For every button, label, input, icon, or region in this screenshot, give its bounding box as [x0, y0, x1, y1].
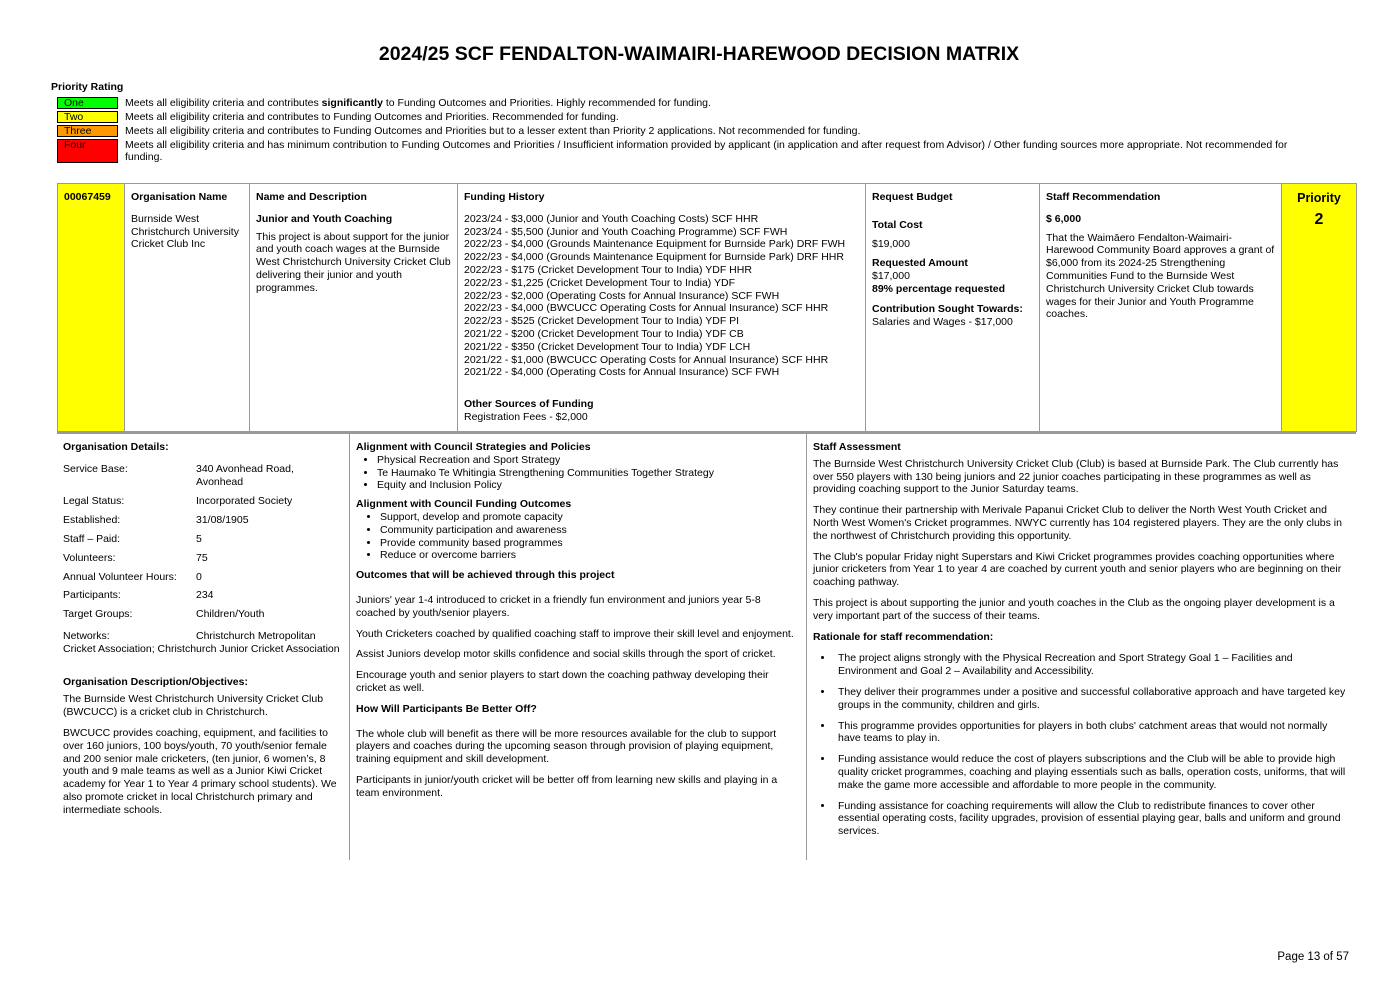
better-off-item: Participants in junior/youth cricket will be better off from learning new skills and playing in a team environment.	[356, 773, 778, 799]
volunteers-label: Volunteers:	[63, 551, 116, 564]
legend-swatch-one: One	[57, 97, 118, 109]
rationale-item: • This programme provides opportunities for players in both clubs' catchment areas that would not normally have teams to play in.	[834, 720, 1350, 746]
funding-history-item: 2021/22 - $200 (Cricket Development Tour to India) YDF CB	[464, 327, 744, 340]
outcomes-list	[356, 511, 800, 562]
assessment-paragraph: The Burnside West Christchurch University Cricket Club (Club) is based at Burnside Park. The Club currently has over 550 players with 130 being juniors and 22 junior coaches participating in these programmes as well as providing coaching support to the Junior Saturday teams.	[813, 457, 1339, 496]
funding-history-cell	[458, 184, 866, 432]
established-row	[63, 514, 343, 527]
org-description-p2: BWCUCC provides coaching, equipment, and facilities to over 160 juniors, 100 boys/youth, 70 youth/senior female and 200 senior male cricketers, (ten junior, 6 women’s, 8 youth and 9 male teams as well as a Junior Kiwi Cricket academy for Year 1 to Year 4 primary school students). We also promote cricket in local Christchurch primary and intermediate schools.	[63, 726, 337, 816]
outcomes-heading: Alignment with Council Funding Outcomes	[356, 498, 572, 511]
legend-swatch-four: Four	[57, 139, 118, 163]
staff-paid-row	[63, 533, 343, 546]
contribution-label: Contribution Sought Towards:	[872, 302, 1023, 315]
priority-label: Priority	[1297, 191, 1341, 205]
achieved-item: Encourage youth and senior players to start down the coaching pathway developing their cricket as well.	[356, 669, 769, 694]
contribution-value: Salaries and Wages - $17,000	[872, 315, 1013, 328]
strategy-item: • Te Haumako Te Whitingia Strengthening Communities Together Strategy	[377, 467, 800, 480]
alignment-column	[349, 434, 806, 860]
assessment-paragraph: This project is about supporting the junior and youth coaches in the Club as the ongoing player development is a very important part of the success of their teams.	[813, 596, 1335, 622]
total-cost-value: $19,000	[872, 237, 910, 250]
strategies-list	[356, 454, 800, 492]
networks-row	[63, 630, 343, 643]
legend-row-three	[57, 125, 1327, 137]
legal-status-value: Incorporated Society	[196, 495, 293, 508]
legend-text-three: Meets all eligibility criteria and contributes to Funding Outcomes and Priorities but to a lesser extent than Priority 2 applications. Not recommended for funding.	[125, 125, 861, 137]
rationale-item: • Funding assistance would reduce the cost of players subscriptions and the Club will be able to provide high quality cricket programmes, coaching and playing essentials such as balls, operation costs, uniforms, that will make the game more accessible and affordable to more people in the community.	[834, 753, 1350, 791]
details-section	[57, 432, 1356, 860]
requested-amount-value: $17,000	[872, 270, 910, 283]
funding-history-item: 2022/23 - $4,000 (Grounds Maintenance Equipment for Burnside Park) DRF HHR	[464, 251, 844, 264]
achieved-item: Assist Juniors develop motor skills confidence and social skills through the sport of cricket.	[356, 648, 776, 661]
established-label: Established:	[63, 514, 121, 527]
org-details-heading: Organisation Details:	[63, 441, 169, 453]
target-groups-value: Children/Youth	[196, 608, 265, 621]
volunteers-value: 75	[196, 551, 208, 564]
funding-history-item: 2021/22 - $350 (Cricket Development Tour to India) YDF LCH	[464, 340, 751, 353]
organisation-name-header: Organisation Name	[131, 191, 228, 203]
service-base-value: 340 Avonhead Road, Avonhead	[196, 462, 294, 488]
name-description-header: Name and Description	[256, 191, 367, 203]
strategy-item: • Physical Recreation and Sport Strategy	[377, 454, 800, 467]
rationale-heading: Rationale for staff recommendation:	[813, 630, 994, 643]
legend-text-one: Meets all eligibility criteria and contributes significantly to Funding Outcomes and Priorities. Highly recommended for funding.	[125, 97, 711, 109]
networks-value-rest: Cricket Association; Christchurch Junior Cricket Association	[63, 642, 340, 655]
better-off-heading: How Will Participants Be Better Off?	[356, 702, 537, 715]
target-groups-label: Target Groups:	[63, 608, 133, 621]
assessment-paragraph: They continue their partnership with Merivale Papanui Cricket Club to deliver the North West Youth Cricket and North West Women's Cricket programmes. NWYC currently has 104 registered players. They are the only clubs in the northwest of Christchurch providing this opportunity.	[813, 504, 1342, 542]
staff-recommendation-text: That the Waimāero Fendalton-Waimairi-Harewood Community Board approves a grant of $6,000 from its 2024-25 Strengthening Communities Fund to the Burnside West Christchurch University Cricket Club towards wages for their Junior and Youth Programme coaches.	[1046, 231, 1275, 321]
priority-value: 2	[1314, 211, 1324, 229]
established-value: 31/08/1905	[196, 514, 249, 527]
assessment-paragraph: The Club's popular Friday night Superstars and Kiwi Cricket programmes provides coaching opportunities where junior cricketers from Year 1 to year 4 are coached by current youth and senior players who are beginning on their coaching pathway.	[813, 550, 1342, 589]
funding-history-list	[464, 213, 859, 379]
achieved-item: Youth Cricketers coached by qualified coaching staff to improve their skill level and enjoyment.	[356, 627, 794, 640]
participants-label: Participants:	[63, 589, 121, 602]
request-budget-header: Request Budget	[872, 191, 953, 203]
legend-swatch-two: Two	[57, 111, 118, 123]
organisation-details-column	[57, 434, 349, 860]
legend-swatch-three: Three	[57, 125, 118, 137]
volunteers-row	[63, 552, 343, 565]
org-description-heading: Organisation Description/Objectives:	[63, 675, 248, 688]
staff-recommendation-header: Staff Recommendation	[1046, 191, 1161, 203]
other-sources-header: Other Sources of Funding	[464, 398, 594, 411]
funding-history-item: 2022/23 - $1,225 (Cricket Development Tour to India) YDF	[464, 276, 736, 289]
strategy-item: • Equity and Inclusion Policy	[377, 479, 800, 492]
staff-recommendation-amount: $ 6,000	[1046, 212, 1082, 225]
org-description-p1: The Burnside West Christchurch University Cricket Club (BWCUCC) is a cricket club in Christchurch.	[63, 693, 324, 719]
project-description: This project is about support for the junior and youth coach wages at the Burnside West Christchurch University Cricket Club delivering their junior and youth programmes.	[256, 230, 451, 294]
rationale-list	[813, 652, 1350, 838]
participants-value: 234	[196, 589, 214, 602]
other-sources: Registration Fees - $2,000	[464, 410, 588, 423]
annual-hours-value: 0	[196, 570, 202, 583]
decision-matrix-table	[57, 183, 1357, 432]
target-groups-row	[63, 608, 343, 621]
legend-text-four: Meets all eligibility criteria and has minimum contribution to Funding Outcomes and Priorities / Insufficient information provided by applicant (in application and after request from Advisor) / Other funding sources more appropriate. Not recommended for funding.	[125, 139, 1288, 163]
project-name: Junior and Youth Coaching	[256, 212, 393, 225]
funding-history-item: 2023/24 - $5,500 (Junior and Youth Coaching Programme) SCF FWH	[464, 225, 788, 238]
outcome-item: • Provide community based programmes	[380, 537, 800, 550]
funding-history-item: 2022/23 - $4,000 (BWCUCC Operating Costs for Annual Insurance) SCF HHR	[464, 302, 829, 315]
staff-assessment-column	[806, 434, 1356, 860]
funding-history-item: 2022/23 - $2,000 (Operating Costs for Annual Insurance) SCF FWH	[464, 289, 780, 302]
total-cost-label: Total Cost	[872, 218, 923, 231]
legend-row-four	[57, 139, 1327, 163]
percentage-requested: 89% percentage requested	[872, 282, 1006, 295]
application-id: 00067459	[58, 184, 125, 432]
funding-history-item: 2021/22 - $1,000 (BWCUCC Operating Costs for Annual Insurance) SCF HHR	[464, 353, 829, 366]
annual-hours-label: Annual Volunteer Hours:	[63, 570, 177, 583]
rationale-item: • Funding assistance for coaching requirements will allow the Club to redistribute finances to cover other essential operating costs, facility upgrades, provision of essential playing gear, balls and uniform and ground services.	[834, 800, 1350, 838]
priority-rating-heading: Priority Rating	[51, 81, 124, 93]
achieved-heading: Outcomes that will be achieved through this project	[356, 569, 615, 582]
better-off-item: The whole club will benefit as there will be more resources available for the club to support players and coaches during the upcoming season through provision of playing equipment, training equipment and skill development.	[356, 727, 777, 766]
networks-label: Networks:	[63, 629, 110, 642]
achieved-item: Juniors' year 1-4 introduced to cricket in a friendly fun environment and juniors year 5-8 coached by youth/senior players.	[356, 593, 761, 619]
staff-paid-label: Staff – Paid:	[63, 532, 121, 545]
annual-hours-row	[63, 571, 343, 584]
service-base-label: Service Base:	[63, 462, 128, 475]
funding-history-item: 2022/23 - $525 (Cricket Development Tour to India) YDF PI	[464, 315, 740, 328]
legend-text-two: Meets all eligibility criteria and contributes to Funding Outcomes and Priorities. Recommended for funding.	[125, 111, 619, 123]
service-base-row	[63, 463, 343, 489]
legal-status-label: Legal Status:	[63, 495, 125, 508]
page-title: 2024/25 SCF FENDALTON-WAIMAIRI-HAREWOOD DECISION MATRIX	[378, 43, 1020, 65]
staff-paid-value: 5	[196, 532, 202, 545]
participants-row	[63, 589, 343, 602]
requested-amount-label: Requested Amount	[872, 257, 968, 270]
name-description-cell	[250, 184, 458, 432]
organisation-name: Burnside West Christchurch University Cricket Club Inc	[131, 212, 239, 251]
staff-assessment-heading: Staff Assessment	[813, 441, 901, 453]
networks-value-first: Christchurch Metropolitan	[196, 629, 316, 642]
priority-cell	[1282, 184, 1357, 432]
page-number: Page 13 of 57	[1277, 951, 1349, 963]
staff-recommendation-cell	[1040, 184, 1282, 432]
strategies-heading: Alignment with Council Strategies and Policies	[356, 441, 591, 453]
outcome-item: • Support, develop and promote capacity	[380, 511, 800, 524]
legend-row-two	[57, 111, 1327, 123]
legal-status-row	[63, 495, 343, 508]
funding-history-item: 2022/23 - $175 (Cricket Development Tour to India) YDF HHR	[464, 263, 752, 276]
funding-history-header: Funding History	[464, 191, 545, 203]
legend-row-one	[57, 97, 1327, 109]
outcome-item: • Community participation and awareness	[380, 524, 800, 537]
rationale-item: • The project aligns strongly with the Physical Recreation and Sport Strategy Goal 1 – Facilities and Environment and Goal 2 – Availability and Accessibility.	[834, 652, 1350, 678]
rationale-item: • They deliver their programmes under a positive and successful collaborative approach and have targeted key groups in the community, children and girls.	[834, 686, 1350, 712]
organisation-name-cell	[125, 184, 250, 432]
request-budget-cell	[866, 184, 1040, 432]
outcome-item: • Reduce or overcome barriers	[380, 549, 800, 562]
funding-history-item: 2021/22 - $4,000 (Operating Costs for Annual Insurance) SCF FWH	[464, 366, 780, 379]
funding-history-item: 2023/24 - $3,000 (Junior and Youth Coaching Costs) SCF HHR	[464, 212, 759, 225]
priority-legend	[57, 97, 1327, 165]
funding-history-item: 2022/23 - $4,000 (Grounds Maintenance Equipment for Burnside Park) DRF FWH	[464, 238, 846, 251]
